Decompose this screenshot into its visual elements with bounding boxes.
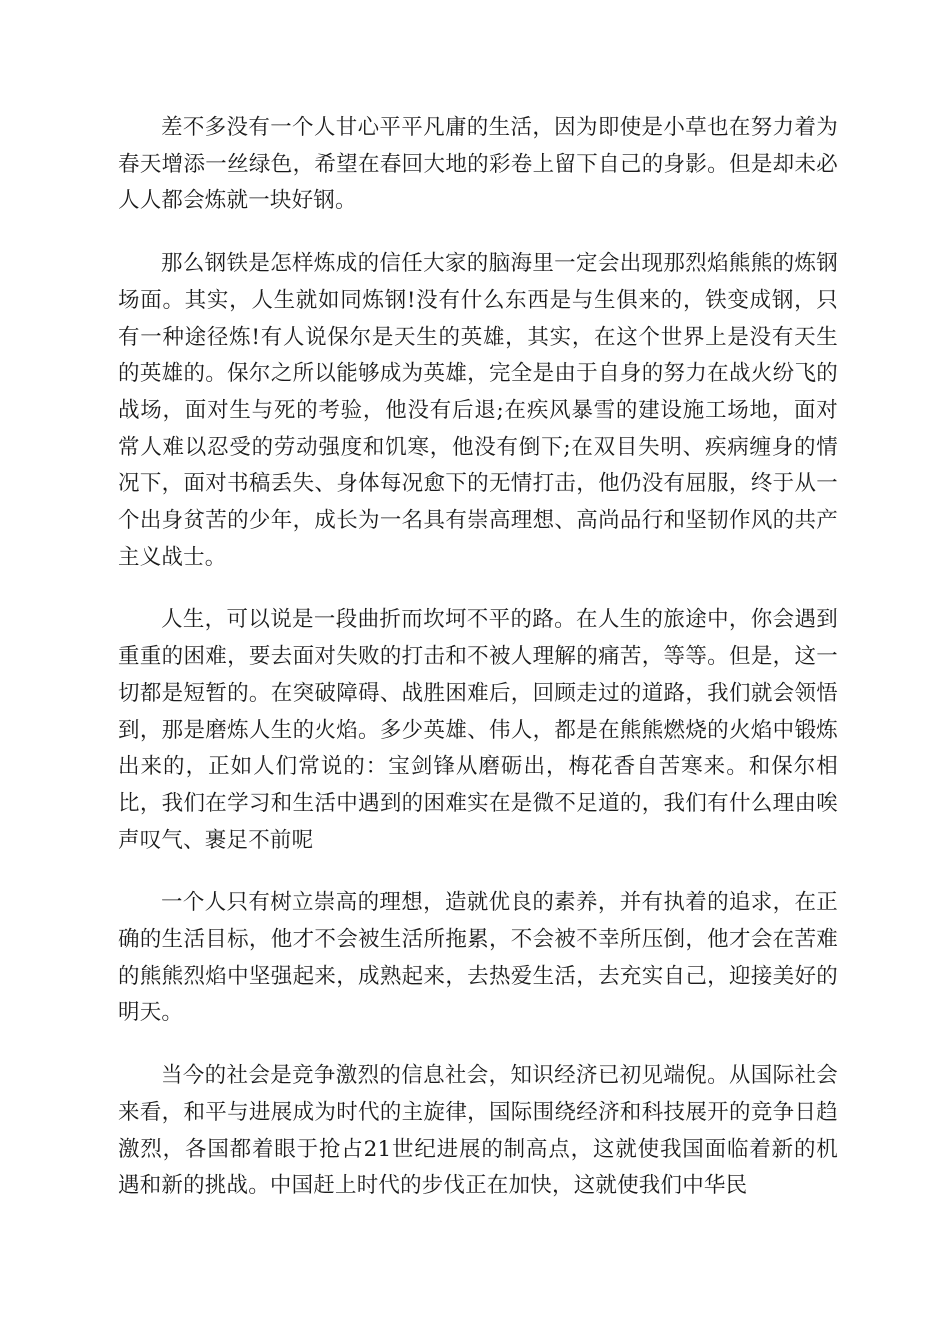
document-page [118,110,838,1231]
paragraph-1: 差不多没有一个人甘心平平凡庸的生活，因为即使是小草也在努力着为春天增添一丝绿色，希望在春回大地的彩卷上留下自己的身影。但是却未必人人都会炼就一块好钢。 [118,115,838,214]
paragraph-3: 人生，可以说是一段曲折而坎坷不平的路。在人生的旅途中，你会遇到重重的困难，要去面对失败的打击和不被人理解的痛苦，等等。但是，这一切都是短暂的。在突破障碍、战胜困难后，回顾走过的道路，我们就会领悟到，那是磨炼人生的火焰。多少英雄、伟人，都是在熊熊燃烧的火焰中锻炼出来的，正如人们常说的：宝剑锋从磨砺出，梅花香自苦寒来。和保尔相比，我们在学习和生活中遇到的困难实在是微不足道的，我们有什么理由唉声叹气、裹足不前呢 [118,607,838,853]
paragraph-4: 一个人只有树立崇高的理想，造就优良的素养，并有执着的追求，在正确的生活目标，他才不会被生活所拖累，不会被不幸所压倒，他才会在苦难的熊熊烈焰中坚强起来，成熟起来，去热爱生活，去充实自己，迎接美好的明天。 [118,890,838,1026]
paragraph-2: 那么钢铁是怎样炼成的信任大家的脑海里一定会出现那烈焰熊熊的炼钢场面。其实，人生就如同炼钢!没有什么东西是与生俱来的，铁变成钢，只有一种途径炼!有人说保尔是天生的英雄，其实，在这个世界上是没有天生的英雄的。保尔之所以能够成为英雄，完全是由于自身的努力在战火纷飞的战场，面对生与死的考验，他没有后退;在疾风暴雪的建设施工场地，面对常人难以忍受的劳动强度和饥寒，他没有倒下;在双目失明、疾病缠身的情况下，面对书稿丢失、身体每况愈下的无情打击，他仍没有屈服，终于从一个出身贫苦的少年，成长为一名具有崇高理想、高尚品行和坚韧作风的共产主义战士。 [118,251,838,570]
paragraph-5: 当今的社会是竞争激烈的信息社会，知识经济已初见端倪。从国际社会来看，和平与进展成为时代的主旋律，国际围绕经济和科技展开的竞争日趋激烈，各国都着眼于抢占21世纪进展的制高点，这就使我国面临着新的机遇和新的挑战。中国赶上时代的步伐正在加快，这就使我们中华民 [118,1063,838,1199]
